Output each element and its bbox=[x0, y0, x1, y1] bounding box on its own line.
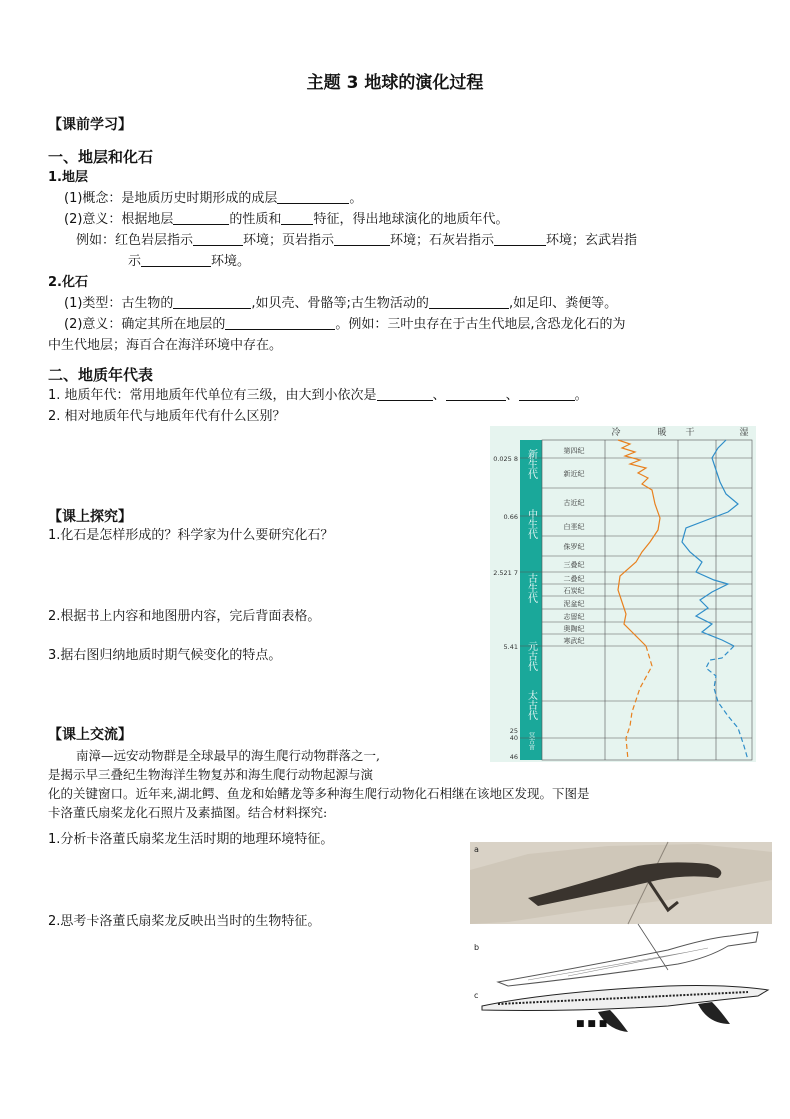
section2-heading: 二、地质年代表 bbox=[48, 366, 154, 384]
strata-example-line: 例如：红色岩层指示 环境；页岩指示 环境；石灰岩指示 环境；玄武岩指 bbox=[76, 233, 638, 248]
pre-study-header: 【课前学习】 bbox=[48, 117, 132, 133]
figure-label-a: a bbox=[474, 845, 479, 854]
blank-fossil-traces[interactable] bbox=[429, 294, 509, 309]
period-ordovician: 奥陶纪 bbox=[563, 625, 585, 633]
climate-chart bbox=[490, 426, 756, 762]
period-permian: 二叠纪 bbox=[563, 575, 585, 583]
explore-question-3: 3.据右图归纳地质时期气候变化的特点。 bbox=[48, 648, 282, 663]
age-label: 0.66 bbox=[503, 513, 518, 521]
figure-label-c: c bbox=[474, 991, 479, 1000]
sketch-limb bbox=[638, 924, 668, 970]
period-cretaceous: 白垩纪 bbox=[563, 523, 585, 531]
blank-limestone[interactable] bbox=[494, 231, 546, 246]
section1-heading: 一、地层和化石 bbox=[48, 148, 154, 166]
exchange-question-1: 1.分析卡洛董氏扇桨龙生活时期的地理环境特征。 bbox=[48, 832, 334, 847]
explore-question-2: 2.根据书上内容和地图册内容，完后背面表格。 bbox=[48, 609, 321, 624]
sketch-ribs bbox=[528, 948, 708, 980]
geo-time-question-2: 2. 相对地质年代与地质年代有什么区别？ bbox=[48, 409, 286, 424]
period-paleogene: 古近纪 bbox=[563, 499, 585, 507]
age-label: 5.41 bbox=[503, 643, 518, 651]
blank-fossil-remains[interactable] bbox=[173, 294, 251, 309]
era-hadean: 冥古宙 bbox=[527, 732, 535, 750]
fossil-meaning-line: (2)意义：确定其所在地层的 。例如：三叶虫存在于古生代地层,含恐龙化石的为 bbox=[64, 317, 626, 332]
era-paleozoic: 古生代 bbox=[525, 573, 537, 603]
blank-unit-3[interactable] bbox=[519, 386, 575, 401]
col-label-wet: 湿 bbox=[739, 428, 749, 438]
strata-meaning-line: (2)意义：根据地层 的性质和 特征，得出地球演化的地质年代。 bbox=[64, 212, 509, 227]
fossil-type-line: (1)类型：古生物的 ,如贝壳、骨骼等;古生物活动的 ,如足印、粪便等。 bbox=[64, 296, 618, 311]
exchange-paragraph-3: 化的关键窗口。近年来,湖北鳄、鱼龙和始鳍龙等多种海生爬行动物化石相继在该地区发现。下图是 bbox=[48, 786, 590, 801]
exchange-question-2: 2.思考卡洛董氏扇桨龙反映出当时的生物特征。 bbox=[48, 914, 321, 929]
age-label: 40 bbox=[509, 734, 518, 742]
period-devonian: 泥盆纪 bbox=[563, 600, 585, 608]
period-quaternary: 第四纪 bbox=[563, 447, 585, 455]
page-title: 主题 3 地球的演化过程 bbox=[306, 73, 484, 93]
geo-time-question-1: 1. 地质年代：常用地质年代单位有三级，由大到小依次是 、 、 。 bbox=[48, 388, 588, 403]
period-jurassic: 侏罗纪 bbox=[563, 543, 585, 551]
exchange-paragraph-1: 南漳—远安动物群是全球最早的海生爬行动物群落之一, bbox=[76, 748, 380, 763]
blank-shale[interactable] bbox=[334, 231, 390, 246]
strata-concept-line: (1)概念：是地质历史时期形成的成层 。 bbox=[64, 191, 363, 206]
period-silurian: 志留纪 bbox=[563, 613, 585, 621]
explore-question-1: 1.化石是怎样形成的？科学家为什么要研究化石？ bbox=[48, 528, 334, 543]
period-triassic: 三叠纪 bbox=[563, 561, 585, 569]
blank-red-rock[interactable] bbox=[193, 231, 243, 246]
col-label-dry: 干 bbox=[685, 428, 695, 438]
explore-header: 【课上探究】 bbox=[48, 509, 132, 525]
figure-label-b: b bbox=[474, 943, 480, 952]
age-label: 0.025 8 bbox=[493, 455, 518, 463]
blank-basalt[interactable] bbox=[141, 252, 211, 267]
era-mesozoic: 中生代 bbox=[525, 509, 537, 539]
blank-unit-1[interactable] bbox=[377, 386, 433, 401]
age-label: 25 bbox=[509, 727, 518, 735]
col-label-cold: 冷 bbox=[611, 428, 621, 438]
era-proterozoic: 元古代 bbox=[525, 641, 537, 671]
strata-example-line-2: 示 环境。 bbox=[128, 254, 251, 269]
era-cenozoic-1: 新生代 bbox=[525, 449, 537, 479]
era-archean: 太古代 bbox=[525, 690, 537, 720]
fossil-figure bbox=[468, 840, 774, 1088]
age-label: 46 bbox=[509, 753, 518, 761]
blank-fossil-age[interactable] bbox=[225, 315, 335, 330]
blank-strata-property[interactable] bbox=[173, 210, 229, 225]
figure-ellipsis: ■ ■ ■ bbox=[576, 1019, 608, 1029]
subheading-strata: 1.地层 bbox=[48, 170, 88, 185]
blank-unit-2[interactable] bbox=[446, 386, 506, 401]
period-carboniferous: 石炭纪 bbox=[563, 587, 585, 595]
rear-flipper bbox=[698, 1002, 730, 1024]
fossil-sketch-b bbox=[498, 932, 758, 986]
subheading-fossil: 2.化石 bbox=[48, 275, 88, 290]
blank-strata-feature[interactable] bbox=[281, 210, 313, 225]
col-label-warm: 暖 bbox=[657, 428, 667, 438]
fossil-meaning-line-2: 中生代地层；海百合在海洋环境中存在。 bbox=[48, 338, 283, 353]
period-neogene: 新近纪 bbox=[563, 470, 585, 478]
exchange-paragraph-4: 卡洛董氏扇桨龙化石照片及素描图。结合材料探究: bbox=[48, 805, 328, 820]
blank-strata-concept[interactable] bbox=[277, 189, 349, 204]
period-cambrian: 寒武纪 bbox=[563, 637, 585, 645]
age-label: 2.521 7 bbox=[493, 569, 518, 577]
exchange-paragraph-2: 是揭示早三叠纪生物海洋生物复苏和海生爬行动物起源与演 bbox=[48, 767, 374, 782]
exchange-header: 【课上交流】 bbox=[48, 727, 132, 743]
